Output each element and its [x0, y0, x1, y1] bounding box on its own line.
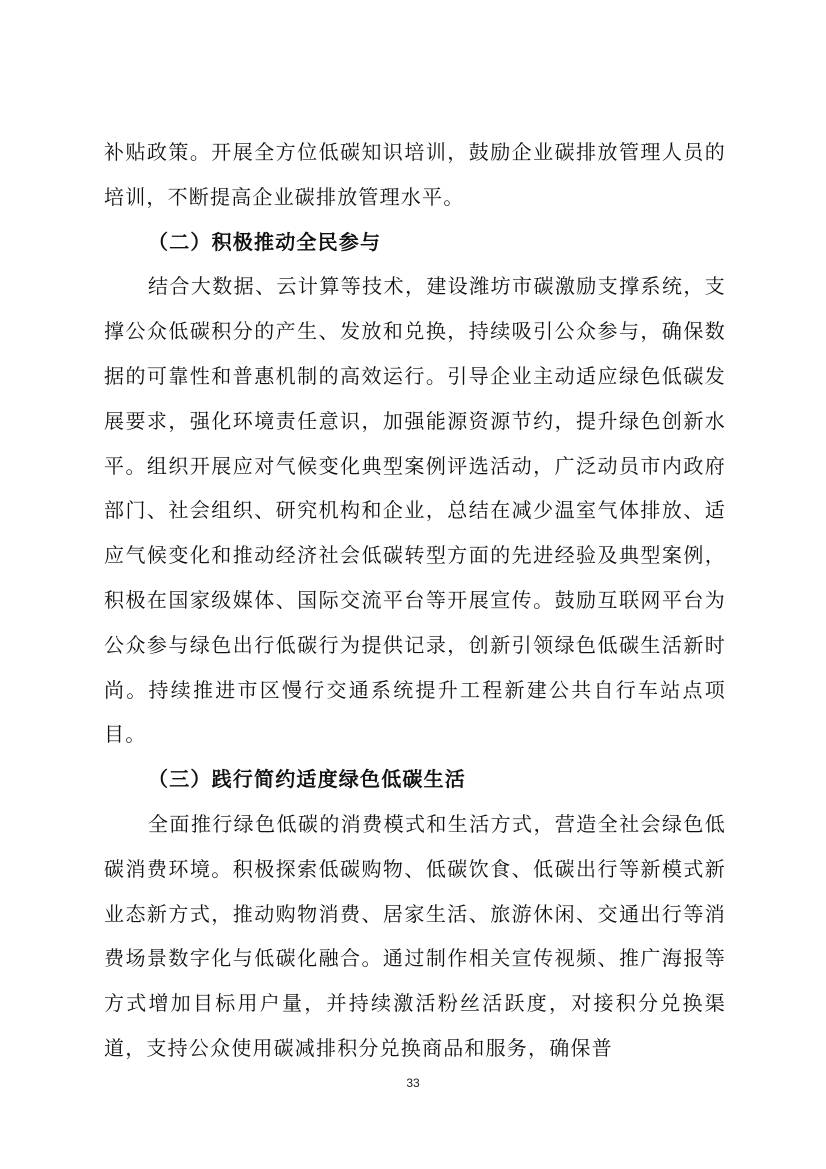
section-heading-2: （二）积极推动全民参与: [148, 229, 382, 254]
document-body: [104, 130, 726, 1071]
paragraph-green-lifestyle: 全面推行绿色低碳的消费模式和生活方式，营造全社会绿色低碳消费环境。积极探索低碳购物、低碳饮食、低碳出行等新模式新业态新方式，推动购物消费、居家生活、旅游休闲、交通出行等消费场景数字化与低碳化融合。通过制作相关宣传视频、推广海报等方式增加目标用户量，并持续激活粉丝活跃度，对接积分兑换渠道，支持公众使用碳减排积分兑换商品和服务，确保普: [104, 811, 726, 1060]
page-number: 33: [406, 1076, 420, 1090]
paragraph-continued: 补贴政策。开展全方位低碳知识培训，鼓励企业碳排放管理人员的培训，不断提高企业碳排放管理水平。: [104, 140, 726, 209]
paragraph-public-participation: 结合大数据、云计算等技术，建设潍坊市碳激励支撑系统，支撑公众低碳积分的产生、发放和兑换，持续吸引公众参与，确保数据的可靠性和普惠机制的高效运行。引导企业主动适应绿色低碳发展要求，强化环境责任意识，加强能源资源节约，提升绿色创新水平。组织开展应对气候变化典型案例评选活动，广泛动员市内政府部门、社会组织、研究机构和企业，总结在减少温室气体排放、适应气候变化和推动经济社会低碳转型方面的先进经验及典型案例，积极在国家级媒体、国际交流平台等开展宣传。鼓励互联网平台为公众参与绿色出行低碳行为提供记录，创新引领绿色低碳生活新时尚。持续推进市区慢行交通系统提升工程新建公共自行车站点项目。: [104, 274, 726, 747]
section-heading-3: （三）践行简约适度绿色低碳生活: [148, 767, 466, 792]
